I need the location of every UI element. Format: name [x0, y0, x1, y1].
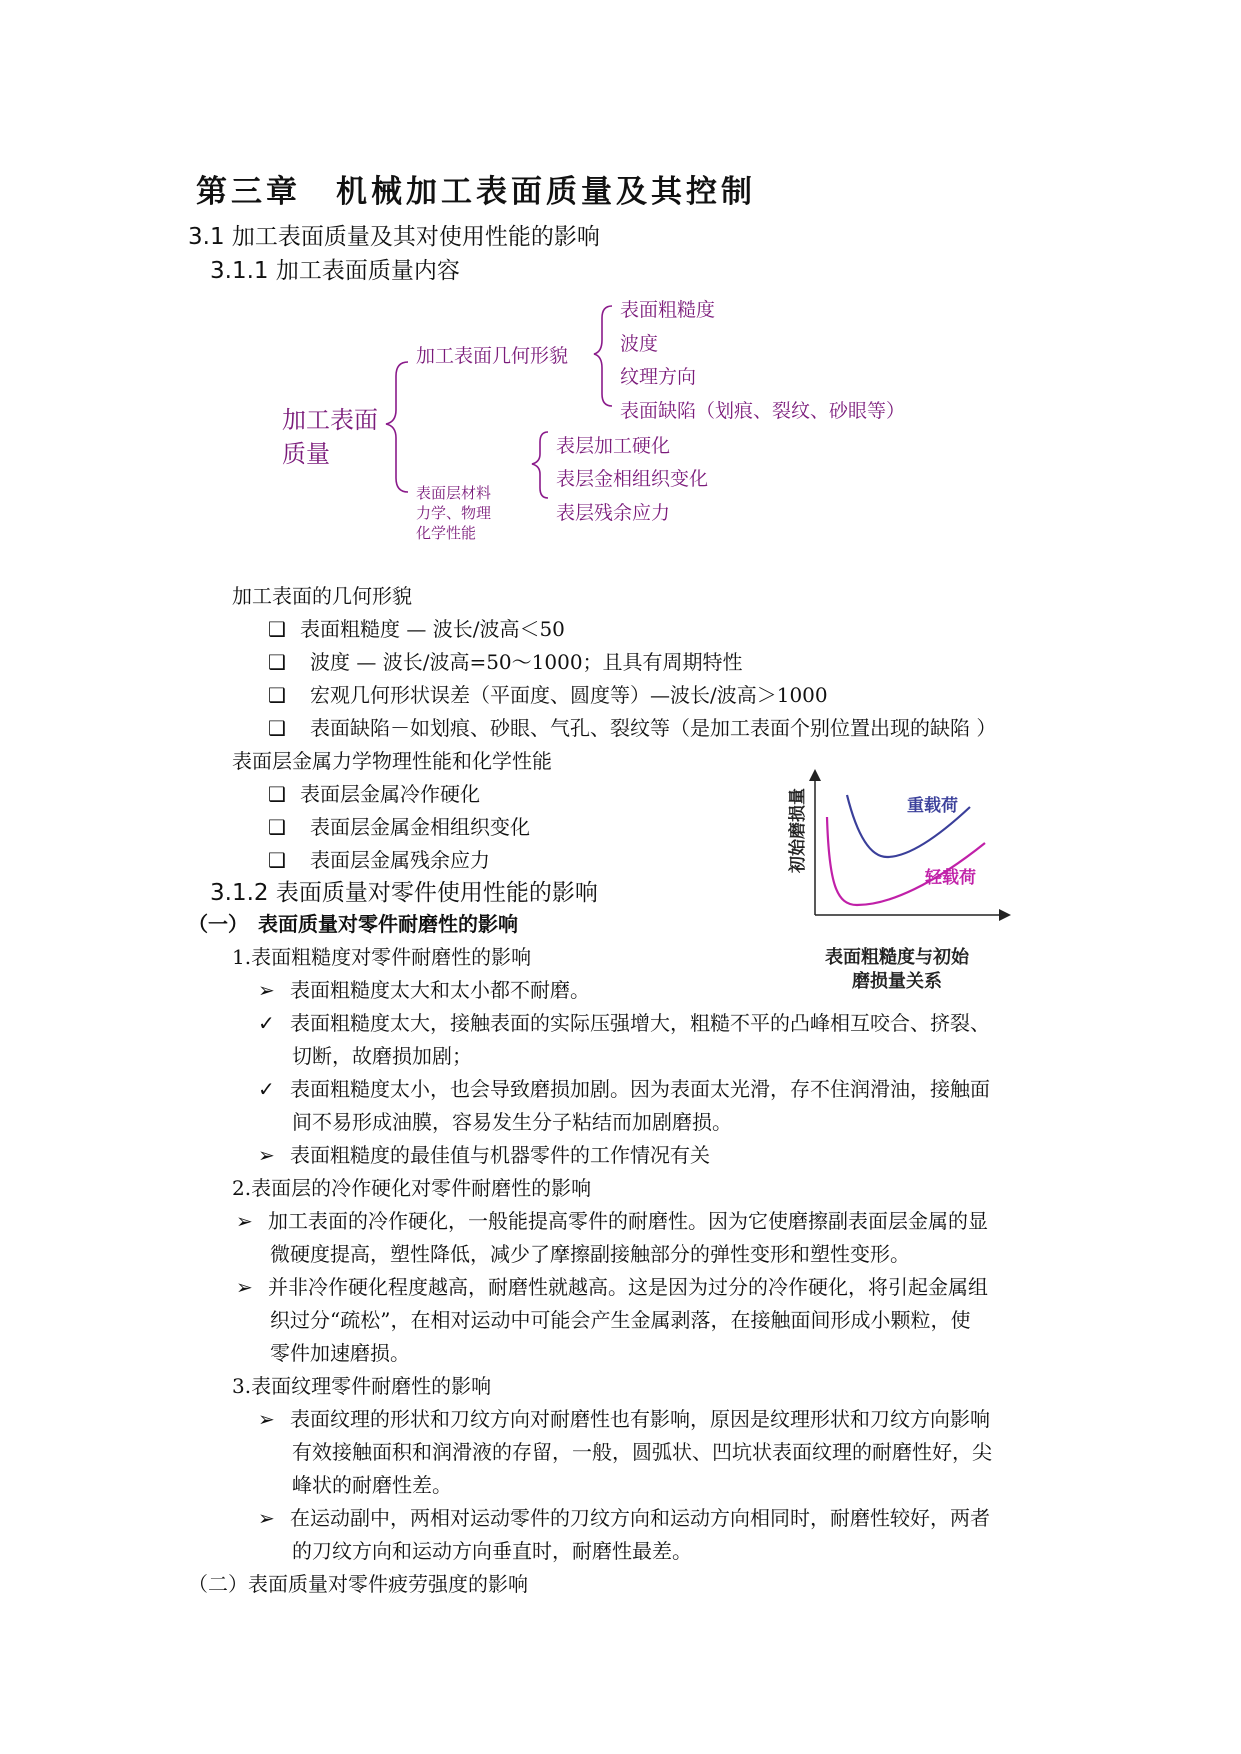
geometry-item: 表面缺陷（划痕、裂纹、砂眼等）	[620, 400, 906, 422]
checkbox-bullet-icon: ❑	[268, 815, 286, 839]
layer-brace	[532, 432, 548, 498]
subheading-hardening: 2.表面层的冷作硬化对零件耐磨性的影响	[232, 1176, 592, 1200]
arrow-bullet-icon: ➢	[258, 1143, 275, 1167]
branch-layer-label-2: 力学、物理	[416, 504, 492, 522]
arrow-item-continued: 织过分“疏松”，在相对运动中可能会产生金属剥落，在接触面间形成小颗粒，使	[270, 1308, 971, 1332]
arrow-item: ➢ 加工表面的冷作硬化，一般能提高零件的耐磨性。因为它使磨擦副表面层金属的显	[236, 1209, 988, 1233]
part-2-heading: （二）表面质量对零件疲劳强度的影响	[188, 1572, 528, 1596]
geometry-list-item: ❑ 波度 — 波长/波高=50～1000；且具有周期特性	[268, 650, 743, 674]
checkbox-bullet-icon: ❑	[268, 683, 286, 707]
geometry-item: 纹理方向	[620, 366, 697, 388]
checkbox-bullet-icon: ❑	[268, 617, 286, 641]
arrow-item: ➢ 表面粗糙度的最佳值与机器零件的工作情况有关	[258, 1143, 710, 1167]
check-icon: ✓	[258, 1077, 275, 1101]
check-icon: ✓	[258, 1011, 275, 1035]
wear-roughness-figure	[775, 765, 1015, 995]
arrow-item-continued: 有效接触面积和润滑液的存留，一般，圆弧状、凹坑状表面纹理的耐磨性好，尖	[292, 1440, 992, 1464]
light-load-label: 轻载荷	[925, 868, 976, 888]
check-item-continued: 间不易形成油膜，容易发生分子粘结而加剧磨损。	[292, 1110, 732, 1134]
checkbox-bullet-icon: ❑	[268, 848, 286, 872]
surface-quality-tree-diagram	[270, 290, 970, 560]
geometry-item: 波度	[620, 333, 659, 355]
layer-heading: 表面层金属力学物理性能和化学性能	[232, 749, 552, 773]
layer-list-item: ❑ 表面层金属残余应力	[268, 848, 490, 872]
section-3-1-1-heading: 3.1.1 加工表面质量内容	[210, 258, 460, 284]
layer-list-item: ❑ 表面层金属金相组织变化	[268, 815, 530, 839]
layer-item: 表层残余应力	[556, 502, 671, 524]
page-title: 第三章 机械加工表面质量及其控制	[196, 174, 756, 210]
arrow-item-continued: 零件加速磨损。	[270, 1341, 410, 1365]
arrow-item: ➢ 并非冷作硬化程度越高，耐磨性就越高。这是因为过分的冷作硬化，将引起金属组	[236, 1275, 988, 1299]
checkbox-bullet-icon: ❑	[268, 650, 286, 674]
root-label-line1: 加工表面	[282, 406, 378, 434]
arrow-item: ➢ 表面纹理的形状和刀纹方向对耐磨性也有影响，原因是纹理形状和刀纹方向影响	[258, 1407, 990, 1431]
figure-caption-line1: 表面粗糙度与初始	[825, 947, 969, 968]
part-1-heading: （一） 表面质量对零件耐磨性的影响	[188, 912, 518, 936]
subheading-roughness: 1.表面粗糙度对零件耐磨性的影响	[232, 945, 532, 969]
arrow-item-continued: 的刀纹方向和运动方向垂直时，耐磨性最差。	[292, 1539, 692, 1563]
geometry-list-item: ❑ 宏观几何形状误差（平面度、圆度等）—波长/波高＞1000	[268, 683, 828, 707]
section-3-1-heading: 3.1 加工表面质量及其对使用性能的影响	[188, 224, 600, 250]
checkbox-bullet-icon: ❑	[268, 716, 286, 740]
arrow-item: ➢ 在运动副中，两相对运动零件的刀纹方向和运动方向相同时，耐磨性较好，两者	[258, 1506, 990, 1530]
geometry-list-item: ❑ 表面粗糙度 — 波长/波高＜50	[268, 617, 565, 641]
geometry-brace	[594, 306, 612, 406]
checkbox-bullet-icon: ❑	[268, 782, 286, 806]
arrow-item-continued: 峰状的耐磨性差。	[292, 1473, 452, 1497]
branch-layer-label-3: 化学性能	[416, 524, 477, 542]
light-load-curve	[827, 817, 985, 905]
arrow-item: ➢ 表面粗糙度太大和太小都不耐磨。	[258, 978, 590, 1002]
branch-geometry-label: 加工表面几何形貌	[416, 345, 569, 367]
layer-item: 表层加工硬化	[556, 435, 671, 457]
subheading-texture: 3.表面纹理零件耐磨性的影响	[232, 1374, 492, 1398]
y-axis-label: 初始磨损量	[788, 788, 808, 873]
figure-caption-line2: 磨损量关系	[852, 971, 942, 992]
layer-list-item: ❑ 表面层金属冷作硬化	[268, 782, 480, 806]
layer-item: 表层金相组织变化	[556, 468, 709, 490]
heavy-load-label: 重载荷	[907, 796, 958, 816]
arrow-bullet-icon: ➢	[236, 1209, 253, 1233]
geometry-item: 表面粗糙度	[620, 299, 716, 321]
arrow-bullet-icon: ➢	[258, 1506, 275, 1530]
geometry-heading: 加工表面的几何形貌	[232, 584, 412, 608]
check-item: ✓ 表面粗糙度太大，接触表面的实际压强增大，粗糙不平的凸峰相互咬合、挤裂、	[258, 1011, 990, 1035]
check-item-continued: 切断，故磨损加剧；	[292, 1044, 472, 1068]
geometry-list-item: ❑ 表面缺陷－如划痕、砂眼、气孔、裂纹等（是加工表面个别位置出现的缺陷 ）	[268, 716, 997, 740]
branch-layer-label-1: 表面层材料	[416, 484, 492, 502]
root-label-line2: 质量	[282, 440, 330, 468]
arrow-item-continued: 微硬度提高，塑性降低，减少了摩擦副接触部分的弹性变形和塑性变形。	[270, 1242, 910, 1266]
section-3-1-2-heading: 3.1.2 表面质量对零件使用性能的影响	[210, 880, 598, 906]
main-brace	[386, 362, 408, 492]
arrow-bullet-icon: ➢	[258, 1407, 275, 1431]
arrow-bullet-icon: ➢	[258, 978, 275, 1002]
arrow-bullet-icon: ➢	[236, 1275, 253, 1299]
check-item: ✓ 表面粗糙度太小，也会导致磨损加剧。因为表面太光滑，存不住润滑油，接触面	[258, 1077, 990, 1101]
